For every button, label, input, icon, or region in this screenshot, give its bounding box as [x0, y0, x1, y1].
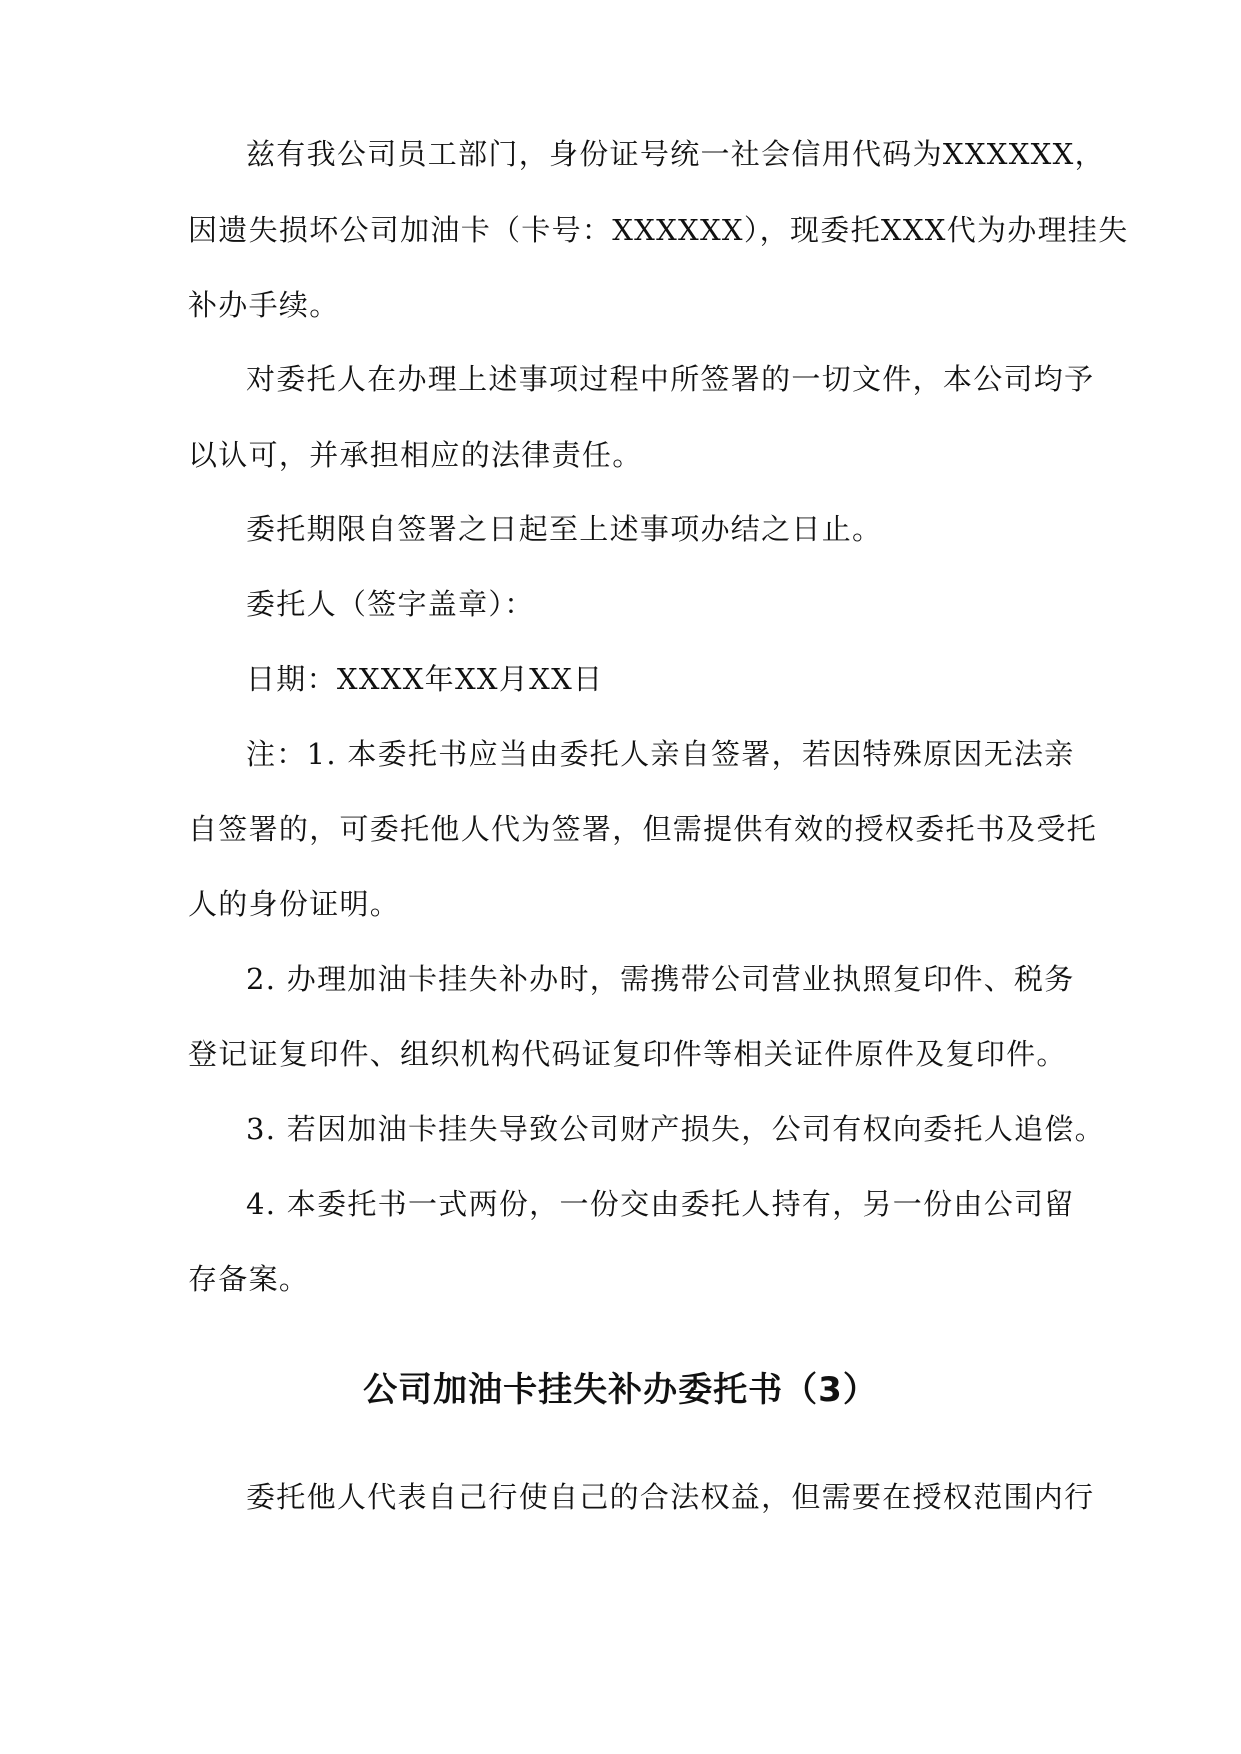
paragraph-line: 委托期限自签署之日起至上述事项办结之日止。: [246, 512, 883, 546]
note-line: 注：1. 本委托书应当由委托人亲自签署，若因特殊原因无法亲: [246, 737, 1075, 771]
paragraph-line: 以认可，并承担相应的法律责任。: [188, 438, 643, 472]
note-line: 4. 本委托书一式两份，一份交由委托人持有，另一份由公司留: [246, 1187, 1075, 1221]
note-line: 存备案。: [188, 1262, 310, 1296]
paragraph-line: 兹有我公司员工部门，身份证号统一社会信用代码为XXXXXX，: [246, 137, 1105, 171]
note-line: 登记证复印件、组织机构代码证复印件等相关证件原件及复印件。: [188, 1037, 1067, 1071]
paragraph-line: 补办手续。: [188, 288, 340, 322]
signature-label: 委托人（签字盖章）：: [246, 587, 535, 621]
paragraph-line: 对委托人在办理上述事项过程中所签署的一切文件，本公司均予: [246, 362, 1095, 396]
section-heading: 公司加油卡挂失补办委托书（3）: [363, 1370, 878, 1410]
date-line: 日期：XXXX年XX月XX日: [246, 662, 604, 696]
paragraph-line: 委托他人代表自己行使自己的合法权益，但需要在授权范围内行: [246, 1480, 1095, 1514]
note-line: 3. 若因加油卡挂失导致公司财产损失，公司有权向委托人追偿。: [246, 1112, 1105, 1146]
note-line: 2. 办理加油卡挂失补办时，需携带公司营业执照复印件、税务: [246, 962, 1075, 996]
note-line: 自签署的，可委托他人代为签署，但需提供有效的授权委托书及受托: [188, 812, 1098, 846]
paragraph-line: 因遗失损坏公司加油卡（卡号：XXXXXX），现委托XXX代为办理挂失: [188, 213, 1129, 247]
note-line: 人的身份证明。: [188, 887, 401, 921]
